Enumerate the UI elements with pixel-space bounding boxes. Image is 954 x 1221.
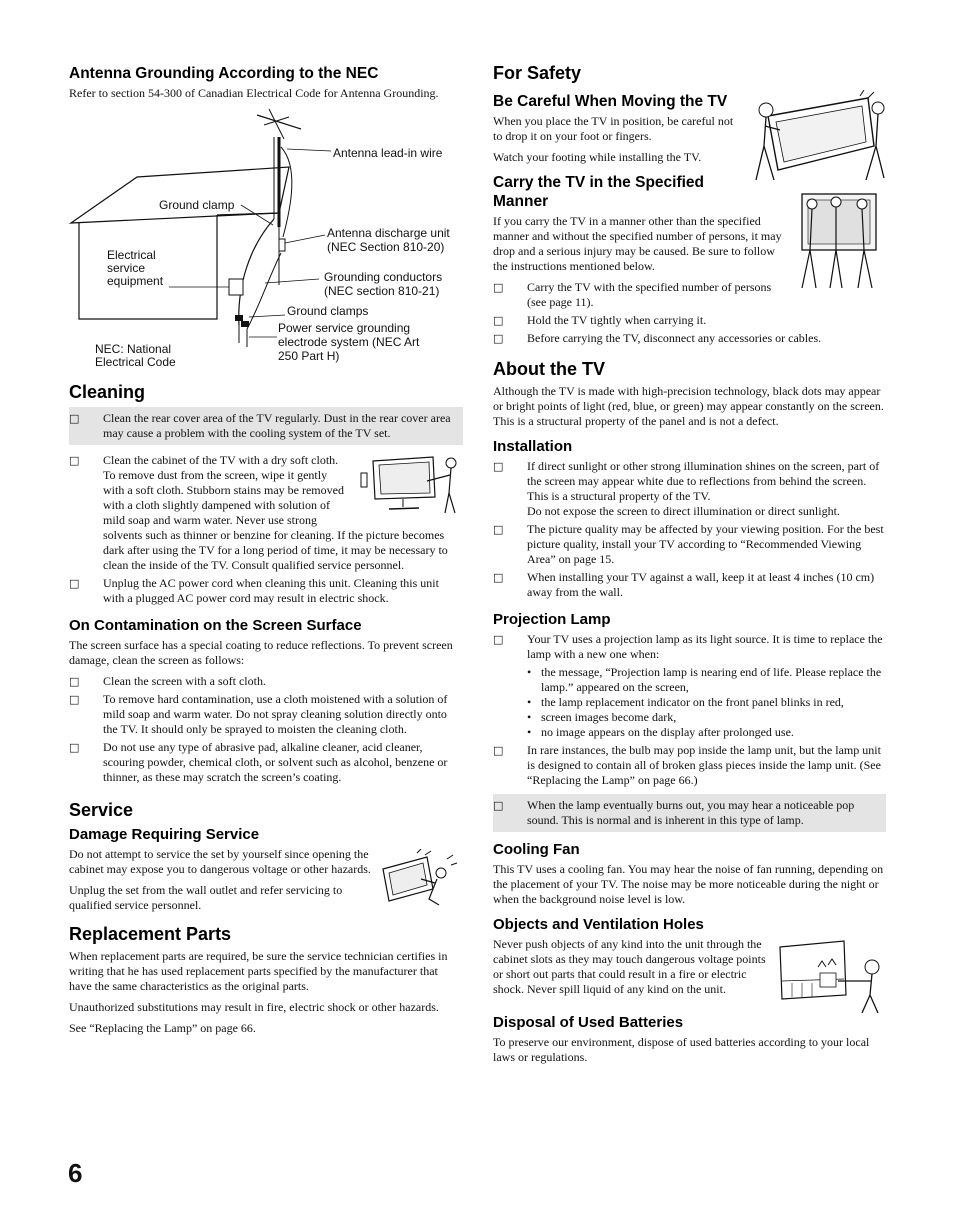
antenna-heading: Antenna Grounding According to the NEC [69,65,379,82]
installation-item-1-text: If direct sunlight or other strong illumination shines on the screen, part of the screen may appear white due to reflections from behind the screen. This is a structural property of the TV. [527,459,880,503]
installation-item-1-cont: Do not expose the screen to direct illumination or direct sunlight. [527,504,840,518]
service-p1: Do not attempt to service the set by yourself since opening the cabinet may expose you to dangerous voltage or other hazards. [69,847,371,876]
replacement-p1: When replacement parts are required, be sure the service technician certifies in writing that he has used replacement parts specified by the manufacturer that have the same characteristics as the original parts. [69,949,448,993]
label-power-1: Power service grounding [278,321,411,335]
objects-heading: Objects and Ventilation Holes [493,916,704,933]
lamp-heading: Projection Lamp [493,611,611,628]
replacement-p3: See “Replacing the Lamp” on page 66. [69,1021,256,1035]
antenna-grounding-diagram [69,107,463,369]
label-grounding-2: (NEC section 810-21) [324,284,440,298]
lamp-item-2: □ In rare instances, the bulb may pop inside the lamp unit, but the lamp unit is designed to contain all of broken glass pieces inside the lamp unit. (See “Replacing the Lamp” on page 66.) [493,743,886,788]
ventilation-illustration [774,937,890,1013]
cleaning-shaded-note [69,407,463,445]
replacement-heading: Replacement Parts [69,924,232,944]
damage-heading: Damage Requiring Service [69,826,260,843]
batteries-heading: Disposal of Used Batteries [493,1014,684,1031]
moving-p1: When you place the TV in position, be careful not to drop it on your foot or fingers. [493,114,734,143]
moving-p2: Watch your footing while installing the TV. [493,150,702,164]
lamp-item-1: □ Your TV uses a projection lamp as its light source. It is time to replace the lamp with a new one when: [493,632,886,662]
carry-heading: Carry the TV in the Specified Manner [493,174,705,210]
about-heading: About the TV [493,359,605,379]
label-nec-1: NEC: National [95,342,172,356]
left-column [69,62,463,1042]
cleaning-item-1-text: Clean the cabinet of the TV with a dry soft cloth. To remove dust from the screen, wipe it gently with a soft cloth. Stubborn stains may be removed with a cloth slightly dampened with solution of mild soap and warm water. Never use strong solvents such as thinner or benzine for cleaning. If the picture becomes dark after using the TV for a long period of time, it may be necessary to clean the inside of the TV. Consult qualified service personnel. [103,453,448,572]
moving-tv-illustration [748,90,888,186]
batteries-body: To preserve our environment, dispose of used batteries according to your local laws or regulations. [493,1035,870,1064]
label-elec-3: equipment [107,274,164,288]
label-elec-1: Electrical [107,248,156,262]
contamination-body: The screen surface has a special coating to reduce reflections. To prevent screen damage, clean the screen as follows: [69,638,453,667]
carry-item-3: □ Before carrying the TV, disconnect any accessories or cables. [493,331,886,346]
about-body: Although the TV is made with high-precision technology, black dots may appear or bright points of light (red, blue, or green) may appear constantly on the screen. This is a structural property of the panel and is not a defect. [493,384,884,428]
lamp-shaded-item: □ When the lamp eventually burns out, you may hear a noticeable pop sound. This is normal and is inherent in this type of lamp. [493,798,878,828]
lamp-dot-2: • the lamp replacement indicator on the front panel blinks in red, [493,695,886,710]
lamp-shaded-note [493,794,886,832]
cleaning-heading: Cleaning [69,382,146,402]
cleaning-item-2: □ Unplug the AC power cord when cleaning this unit. Cleaning this unit with a plugged AC power cord may result in electric shock. [69,576,463,606]
contamination-item-3: □ Do not use any type of abrasive pad, alkaline cleaner, acid cleaner, scouring powder, chemical cloth, or solvent such as alcohol, benzene or thinner, as these may scratch the screen’s coating. [69,740,463,785]
installation-heading: Installation [493,438,573,455]
objects-body: Never push objects of any kind into the unit through the cabinet slots as they may touch dangerous voltage points or short out parts that could result in a fire or electric shock. Never spill liquid of any kind on the unit. [493,937,766,996]
label-ground-clamp: Ground clamp [159,198,235,212]
page-number: 6 [68,1158,83,1188]
label-discharge-2: (NEC Section 810-20) [327,240,445,254]
lamp-dot-1: • the message, “Projection lamp is nearing end of life. Please replace the lamp.” appeared on the screen, [493,665,886,695]
label-nec-2: Electrical Code [95,355,176,369]
label-power-3: 250 Part H) [278,349,340,363]
label-lead-in: Antenna lead-in wire [333,146,443,160]
safety-heading: For Safety [493,63,582,83]
service-heading: Service [69,800,134,820]
fan-heading: Cooling Fan [493,841,580,858]
replacement-p2: Unauthorized substitutions may result in fire, electric shock or other hazards. [69,1000,439,1014]
carry-tv-illustration [792,190,888,290]
label-grounding-1: Grounding conductors [324,270,443,284]
contamination-item-2: □ To remove hard contamination, use a cloth moistened with a solution of mild soap and warm water. Do not spray cleaning solution directly onto the TV. It should only be sprayed to moisten the cleaning cloth. [69,692,463,737]
fan-body: This TV uses a cooling fan. You may hear the noise of fan running, depending on the placement of your TV. The noise may be more noticeable during the night or when the background noise level is low. [493,862,884,906]
antenna-body: Refer to section 54-300 of Canadian Electrical Code for Antenna Grounding. [69,86,439,100]
carry-item-2: □ Hold the TV tightly when carrying it. [493,313,886,328]
cleaning-illustration [355,453,463,515]
service-illustration [377,849,463,909]
carry-item-1: □ Carry the TV with the specified number of persons (see page 11). [493,280,886,310]
label-clamps: Ground clamps [287,304,369,318]
service-p2: Unplug the set from the wall outlet and refer servicing to qualified service personnel. [69,883,343,912]
label-power-2: electrode system (NEC Art [278,335,420,349]
right-column [493,62,886,1071]
contamination-item-1: □ Clean the screen with a soft cloth. [69,674,463,689]
cleaning-item-1 [69,453,463,573]
label-elec-2: service [107,261,146,275]
carry-body: If you carry the TV in a manner other than the specified manner and without the specified number of persons, it may drop and a serious injury may be caused. Be sure to follow the instructions mentioned below. [493,214,782,273]
lamp-dot-3: • screen images become dark, [493,710,886,725]
installation-item-3: □ When installing your TV against a wall, keep it at least 4 inches (10 cm) away from the wall. [493,570,886,600]
cleaning-shaded-item: □ Clean the rear cover area of the TV regularly. Dust in the rear cover area may cause a problem with the cooling system of the TV set. [69,411,455,441]
label-discharge-1: Antenna discharge unit [327,226,450,240]
installation-item-1 [493,459,886,519]
installation-item-2: □ The picture quality may be affected by your viewing position. For the best picture quality, install your TV according to “Recommended Viewing Area” on page 15. [493,522,886,567]
moving-heading: Be Careful When Moving the TV [493,93,728,110]
contamination-heading: On Contamination on the Screen Surface [69,617,362,634]
lamp-dot-4: • no image appears on the display after prolonged use. [493,725,886,740]
